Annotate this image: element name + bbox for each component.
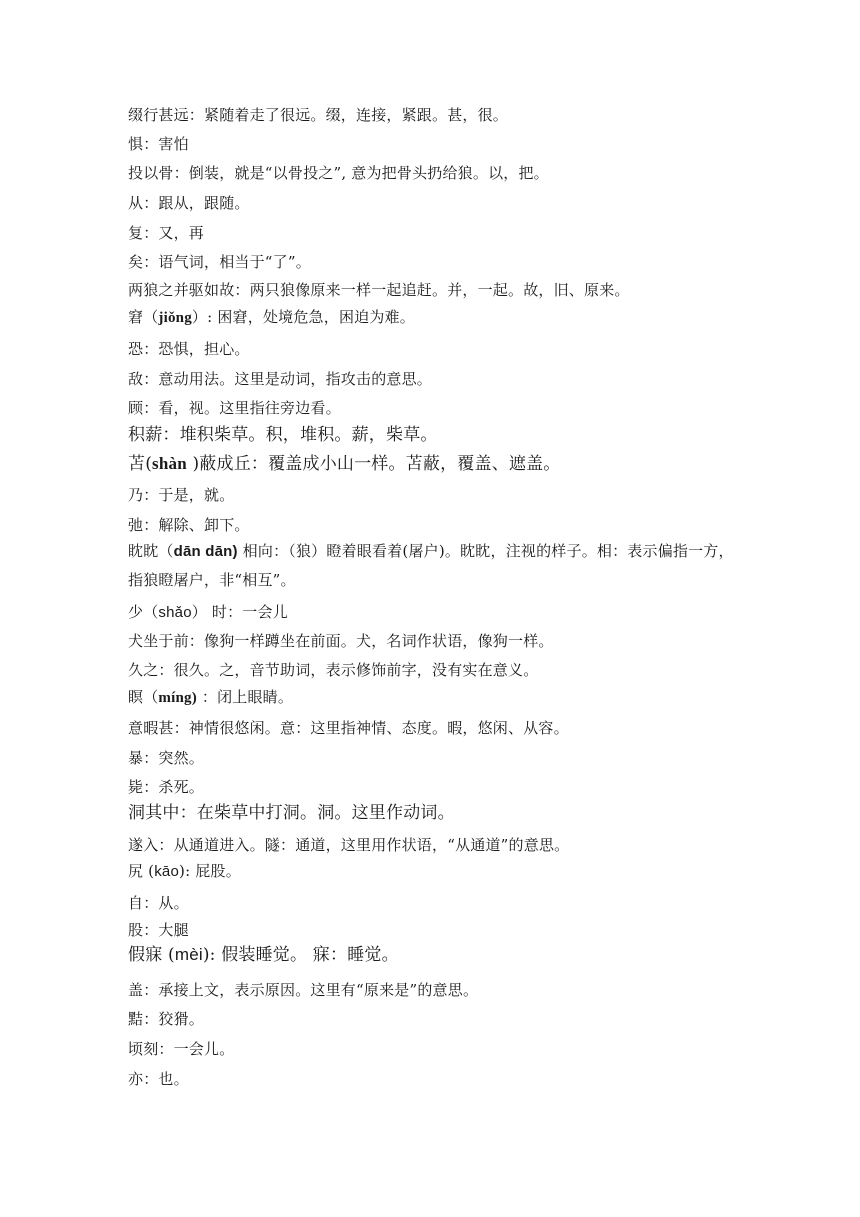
note-line: 自：从。 [128,894,189,912]
pinyin: dān dān) [173,543,238,560]
pinyin: shàn [152,454,187,473]
note-tail: ): 假装睡觉。 寐：睡觉。 [202,945,399,965]
note-line: 顾：看，视。这里指往旁边看。 [128,399,341,417]
note-line: 遂入：从通道进入。隧：通道，这里用作状语，“从通道”的意思。 [128,836,570,854]
note-line: 矣：语气词，相当于“了”。 [128,253,311,271]
note-line: 投以骨：倒装，就是“以骨投之”, 意为把骨头扔给狼。以，把。 [128,164,549,182]
note-line [128,537,740,594]
note-head: 窘（ [128,308,159,326]
note-line: 洞其中：在柴草中打洞。洞。这里作动词。 [128,803,455,823]
note-line: 敌：意动用法。这里是动词，指攻击的意思。 [128,370,433,388]
note-tail: 相向：（狼）瞪着眼看着(屠户)。眈眈，注视的样子。相：表示偏指一方，指狼瞪屠户，非“相互”。 [128,542,734,589]
note-head: 苫( [128,454,153,474]
note-line: 两狼之并驱如故：两只狼像原来一样一起追赶。并，一起。故，旧、原来。 [128,281,630,299]
note-line [128,450,740,478]
note-line: 毙：杀死。 [128,778,205,796]
pinyin: jiǒng [158,310,192,326]
note-tail: ): 屁股。 [179,862,241,880]
note-tail: ：闭上眼睛。 [196,688,294,706]
pinyin: míng) [158,690,197,706]
note-line: 复：又，再 [128,224,205,242]
note-line: 犬坐于前：像狗一样蹲坐在前面。犬，名词作状语，像狗一样。 [128,632,554,650]
note-head: 尻 ( [128,862,155,880]
note-line: 意暇甚：神情很悠闲。意：这里指神情、态度。暇，悠闲、从容。 [128,719,569,737]
note-line: 亦：也。 [128,1070,189,1088]
note-line: 暴：突然。 [128,749,205,767]
note-head: 假寐 ( [128,945,175,965]
note-tail: ）: 困窘，处境危急，困迫为难。 [191,308,415,326]
note-line: 黠：狡猾。 [128,1010,205,1028]
note-line [128,303,740,332]
note-line: 弛：解除、卸下。 [128,516,250,534]
note-head: 少（ [128,603,159,621]
note-line: 盖：承接上文，表示原因。这里有“原来是”的意思。 [128,981,479,999]
note-line [128,857,740,886]
note-line [128,941,740,969]
note-line: 股：大腿 [128,921,189,939]
pinyin: kāo [154,863,180,880]
note-line: 顷刻：一会儿。 [128,1040,235,1058]
note-tail: )蔽成丘：覆盖成小山一样。苫蔽，覆盖、遮盖。 [186,454,561,474]
note-tail: ） 时：一会儿 [191,603,288,621]
note-line: 积薪：堆积柴草。积，堆积。薪，柴草。 [128,425,438,445]
pinyin: mèi [174,945,203,964]
note-head: 瞑（ [128,688,159,706]
pinyin: shǎo [158,604,192,621]
note-line: 惧：害怕 [128,135,189,153]
note-line: 久之：很久。之，音节助词，表示修饰前字，没有实在意义。 [128,661,539,679]
note-head: 眈眈（ [128,542,174,560]
note-line: 从：跟从，跟随。 [128,194,250,212]
note-line: 恐：恐惧，担心。 [128,340,250,358]
note-line [128,683,740,712]
note-line: 缀行甚远：紧随着走了很远。缀，连接，紧跟。甚，很。 [128,106,509,124]
note-line [128,598,740,627]
note-line: 乃：于是，就。 [128,486,235,504]
